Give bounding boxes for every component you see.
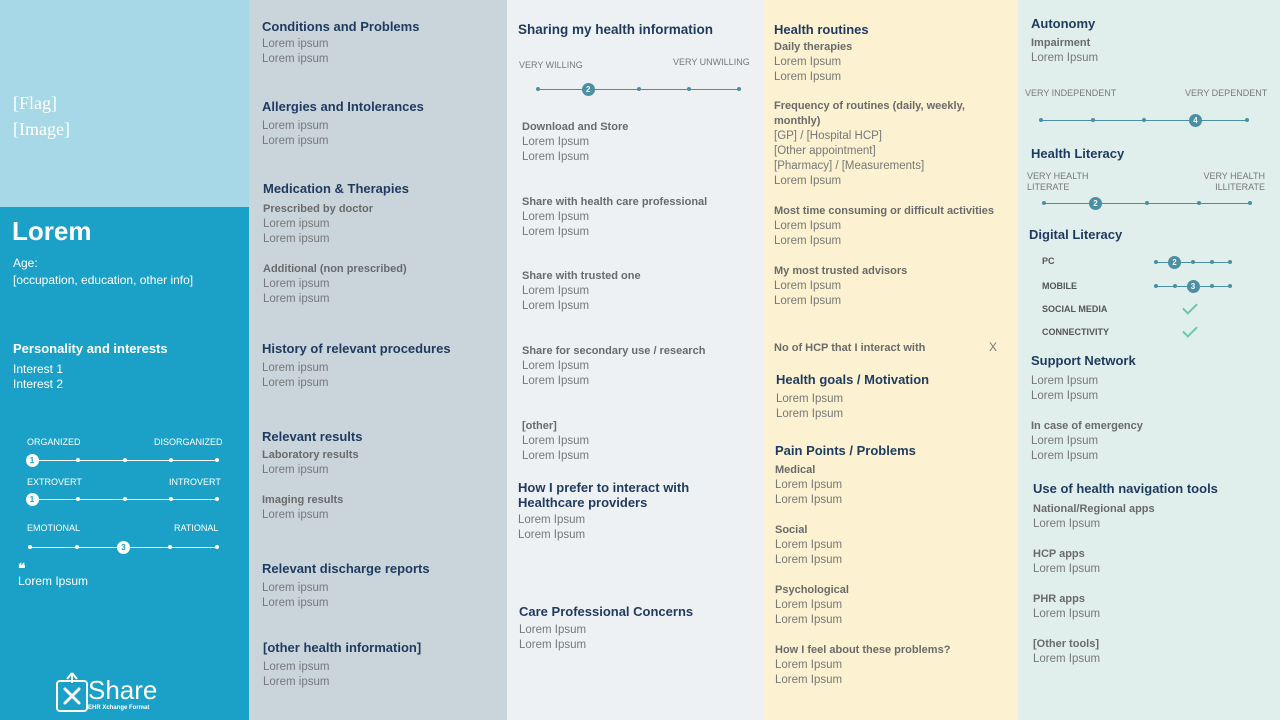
sharing-item-label: [other]: [522, 420, 557, 432]
pain-line: Lorem Ipsum: [775, 674, 843, 686]
slider-tick: [1210, 284, 1214, 288]
pain-label: Medical: [775, 464, 816, 476]
slider-tick: [215, 458, 219, 462]
section-conditions: [262, 19, 419, 67]
difficult-label: Most time consuming or difficult activities: [774, 205, 995, 217]
sharing-item-download: [522, 120, 628, 165]
interact-title-1: How I prefer to interact with: [518, 480, 690, 495]
section-line: Lorem ipsum: [263, 676, 330, 688]
tool-label: [Other tools]: [1033, 638, 1099, 650]
frequency-label: Frequency of routines (daily, weekly, monthly): [774, 100, 965, 127]
slider-tick: [1039, 118, 1043, 122]
persona-name: Lorem: [12, 216, 92, 246]
slider-tick: [1154, 260, 1158, 264]
tool-line: Lorem Ipsum: [1033, 653, 1101, 665]
section-subtitle: Laboratory results: [262, 449, 359, 461]
tools-title: Use of health navigation tools: [1033, 481, 1218, 496]
pain-label: Social: [775, 524, 808, 536]
emergency-label: In case of emergency: [1031, 420, 1143, 432]
literacy-slider[interactable]: [1044, 196, 1250, 210]
literacy-left-label: [1027, 171, 1089, 193]
image-text: [Image]: [13, 119, 70, 139]
pain-title: Pain Points / Problems: [775, 443, 916, 458]
literacy-right-line: ILLITERATE: [1215, 182, 1265, 192]
trait-slider-extrovert[interactable]: [29, 493, 217, 505]
interest-2: Interest 2: [13, 377, 64, 391]
quote-icon: ❝: [18, 560, 26, 576]
logo-text: Share: [88, 675, 158, 705]
trait-right-label: INTROVERT: [169, 477, 221, 487]
slider-tick: [1228, 284, 1232, 288]
sharing-left-label: VERY WILLING: [519, 60, 583, 70]
slider-tick: [123, 458, 127, 462]
autonomy-right-label: VERY DEPENDENT: [1185, 88, 1268, 98]
section-title: Relevant discharge reports: [262, 561, 430, 576]
digital-label-social: SOCIAL MEDIA: [1042, 304, 1108, 314]
advisors-line: Lorem Ipsum: [774, 295, 842, 307]
sharing-item-research: [522, 344, 705, 389]
hcp-count-label: No of HCP that I interact with: [774, 342, 926, 354]
slider-tick: [1210, 260, 1214, 264]
advisors-line: Lorem Ipsum: [774, 280, 842, 292]
profile-column: [0, 0, 249, 720]
sharing-item-line: Lorem Ipsum: [522, 450, 590, 462]
sharing-item-line: Lorem Ipsum: [522, 300, 590, 312]
section-line: Lorem ipsum: [262, 38, 329, 50]
slider-tick: [215, 545, 219, 549]
slider-tick: [1173, 284, 1177, 288]
autonomy-slider[interactable]: [1041, 113, 1247, 127]
literacy-left-line: LITERATE: [1027, 182, 1070, 192]
section-title: Relevant results: [262, 429, 363, 444]
impairment-line: Lorem Ipsum: [1031, 52, 1099, 64]
slider-tick: [1145, 201, 1149, 205]
digital-label-mobile: MOBILE: [1042, 281, 1077, 291]
tool-line: Lorem Ipsum: [1033, 518, 1101, 530]
slider-tick: [1142, 118, 1146, 122]
literacy-right-label: [1203, 171, 1265, 193]
literacy-right-line: VERY HEALTH: [1203, 171, 1265, 181]
section-other-health: [263, 640, 421, 690]
advisors-label: My most trusted advisors: [774, 265, 908, 277]
sharing-item-line: Lorem Ipsum: [522, 285, 590, 297]
autonomy-title: Autonomy: [1031, 16, 1096, 31]
pain-line: Lorem Ipsum: [775, 599, 843, 611]
pain-section: [775, 443, 1005, 688]
routines-section: [774, 22, 1004, 309]
section-line: Lorem ipsum: [262, 120, 329, 132]
pain-label: Psychological: [775, 584, 849, 596]
concerns-line: Lorem Ipsum: [519, 639, 587, 651]
sharing-item-line: Lorem Ipsum: [522, 226, 590, 238]
slider-tick: [169, 497, 173, 501]
section-allergies: [262, 99, 424, 149]
interest-1: Interest 1: [13, 362, 64, 376]
slider-tick: [76, 458, 80, 462]
sharing-item-line: Lorem Ipsum: [522, 211, 590, 223]
slider-tick: [1197, 201, 1201, 205]
daily-label: Daily therapies: [774, 41, 853, 53]
section-line: Lorem ipsum: [263, 661, 330, 673]
section-results: [262, 429, 362, 523]
section-medication: [263, 181, 409, 307]
emergency-line: Lorem Ipsum: [1031, 450, 1099, 462]
tool-label: PHR apps: [1033, 593, 1085, 605]
slider-tick: [1245, 118, 1249, 122]
section-title: Allergies and Intolerances: [262, 99, 424, 114]
slider-knob[interactable]: 2: [582, 83, 595, 96]
concerns-line: Lorem Ipsum: [519, 624, 587, 636]
slider-tick: [687, 87, 691, 91]
goals-line: Lorem Ipsum: [776, 408, 844, 420]
slider-knob[interactable]: 1: [26, 493, 39, 506]
section-line: Lorem ipsum: [263, 218, 330, 230]
section-line: Lorem ipsum: [262, 509, 329, 521]
share-logo-icon: [55, 671, 89, 713]
goals-line: Lorem Ipsum: [776, 393, 844, 405]
goals-title: Health goals / Motivation: [776, 372, 930, 387]
tool-label: National/Regional apps: [1033, 503, 1155, 515]
trait-left-label: EMOTIONAL: [27, 523, 81, 533]
goals-section: [776, 372, 929, 422]
section-line: Lorem ipsum: [262, 53, 329, 65]
slider-tick: [737, 87, 741, 91]
logo-subtitle: EHR Xchange Format: [88, 705, 150, 711]
interact-section: [518, 480, 689, 543]
section-subtitle: Additional (non prescribed): [263, 263, 407, 275]
literacy-title: Health Literacy: [1031, 146, 1125, 161]
section-title: Conditions and Problems: [262, 19, 420, 34]
slider-knob[interactable]: 2: [1168, 256, 1181, 269]
emergency-line: Lorem Ipsum: [1031, 435, 1099, 447]
sharing-item-label: Download and Store: [522, 121, 629, 133]
routines-column: [763, 0, 1018, 720]
frequency-line: Lorem Ipsum: [774, 175, 842, 187]
slider-knob[interactable]: 4: [1189, 114, 1202, 127]
sharing-item-label: Share with health care professional: [522, 196, 708, 208]
concerns-section: [519, 604, 693, 653]
slider-tick: [1248, 201, 1252, 205]
slider-tick: [75, 545, 79, 549]
slider-tick: [1091, 118, 1095, 122]
tool-line: Lorem Ipsum: [1033, 608, 1101, 620]
sharing-column: [507, 0, 763, 720]
slider-tick: [637, 87, 641, 91]
sharing-right-label: VERY UNWILLING: [673, 57, 750, 67]
autonomy-section: [1031, 16, 1098, 66]
autonomy-left-label: VERY INDEPENDENT: [1025, 88, 1117, 98]
section-title: History of relevant procedures: [262, 341, 451, 356]
age-label: Age:: [13, 256, 38, 270]
sharing-item-label: Share with trusted one: [522, 270, 641, 282]
section-line: Lorem ipsum: [262, 597, 329, 609]
slider-tick: [76, 497, 80, 501]
sharing-item-line: Lorem Ipsum: [522, 360, 590, 372]
slider-tick: [1228, 260, 1232, 264]
interact-line: Lorem Ipsum: [518, 529, 586, 541]
pain-line: Lorem Ipsum: [775, 659, 843, 671]
section-title: Medication & Therapies: [263, 181, 409, 196]
support-line: Lorem Ipsum: [1031, 390, 1099, 402]
difficult-line: Lorem Ipsum: [774, 220, 842, 232]
slider-knob[interactable]: 3: [117, 541, 130, 554]
daily-line: Lorem Ipsum: [774, 71, 842, 83]
pain-line: Lorem Ipsum: [775, 554, 843, 566]
pain-line: Lorem Ipsum: [775, 614, 843, 626]
slider-tick: [168, 545, 172, 549]
section-line: Lorem ipsum: [262, 582, 329, 594]
sharing-item-line: Lorem Ipsum: [522, 151, 590, 163]
pain-line: Lorem Ipsum: [775, 539, 843, 551]
personality-title: Personality and interests: [13, 341, 168, 356]
sharing-item-line: Lorem Ipsum: [522, 435, 590, 447]
section-subtitle: Prescribed by doctor: [263, 203, 374, 215]
impairment-label: Impairment: [1031, 37, 1091, 49]
slider-tick: [1154, 284, 1158, 288]
interact-line: Lorem Ipsum: [518, 514, 586, 526]
persona-info: [occupation, education, other info]: [13, 273, 194, 287]
literacy-left-line: VERY HEALTH: [1027, 171, 1089, 181]
section-discharge: [262, 561, 430, 611]
check-icon: [1182, 299, 1198, 315]
sharing-item-other: [522, 419, 589, 464]
section-subtitle: Imaging results: [262, 494, 344, 506]
difficult-line: Lorem Ipsum: [774, 235, 842, 247]
section-line: Lorem ipsum: [263, 233, 330, 245]
pain-line: Lorem Ipsum: [775, 479, 843, 491]
digital-label-pc: PC: [1042, 256, 1055, 266]
daily-line: Lorem Ipsum: [774, 56, 842, 68]
slider-knob[interactable]: 3: [1187, 280, 1200, 293]
concerns-title: Care Professional Concerns: [519, 604, 694, 619]
check-icon: [1182, 322, 1198, 338]
slider-tick: [123, 497, 127, 501]
section-line: Lorem ipsum: [262, 135, 329, 147]
quote-text: Lorem Ipsum: [18, 574, 89, 588]
digital-slider-mobile[interactable]: [1156, 280, 1230, 292]
slider-tick: [1042, 201, 1046, 205]
routines-title: Health routines: [774, 22, 869, 37]
slider-tick: [215, 497, 219, 501]
interact-title-2: Healthcare providers: [518, 495, 648, 510]
trait-right-label: RATIONAL: [174, 523, 219, 533]
sharing-item-trusted: [522, 269, 641, 314]
support-section: [1031, 353, 1143, 464]
section-line: Lorem ipsum: [263, 278, 330, 290]
hcp-count-value: X: [989, 340, 998, 354]
sharing-item-hcp: [522, 195, 707, 240]
trait-slider-emotional[interactable]: [30, 541, 217, 553]
support-title: Support Network: [1031, 353, 1136, 368]
pain-line: Lorem Ipsum: [775, 494, 843, 506]
slider-tick: [1191, 260, 1195, 264]
sharing-slider[interactable]: [538, 82, 739, 96]
sharing-item-line: Lorem Ipsum: [522, 375, 590, 387]
digital-slider-pc[interactable]: [1156, 256, 1230, 268]
pain-label: How I feel about these problems?: [775, 644, 951, 656]
digital-label-connectivity: CONNECTIVITY: [1042, 327, 1110, 337]
sharing-item-line: Lorem Ipsum: [522, 136, 590, 148]
slider-tick: [28, 545, 32, 549]
sharing-title: Sharing my health information: [518, 22, 714, 37]
section-line: Lorem ipsum: [262, 377, 329, 389]
tools-section: [1033, 481, 1218, 667]
section-procedures: [262, 341, 451, 391]
trait-left-label: ORGANIZED: [27, 437, 81, 447]
health-info-column: [249, 0, 507, 720]
autonomy-column: [1018, 0, 1280, 720]
section-line: Lorem ipsum: [262, 464, 329, 476]
flag-text: [Flag]: [13, 93, 57, 113]
trait-right-label: DISORGANIZED: [154, 437, 223, 447]
trait-left-label: EXTROVERT: [27, 477, 82, 487]
tool-label: HCP apps: [1033, 548, 1085, 560]
tool-line: Lorem Ipsum: [1033, 563, 1101, 575]
slider-tick: [169, 458, 173, 462]
slider-knob[interactable]: 1: [26, 454, 39, 467]
section-line: Lorem ipsum: [263, 293, 330, 305]
frequency-line: [GP] / [Hospital HCP]: [774, 130, 883, 142]
section-line: Lorem ipsum: [262, 362, 329, 374]
slider-tick: [536, 87, 540, 91]
frequency-line: [Pharmacy] / [Measurements]: [774, 160, 925, 172]
xshare-logo: [55, 671, 175, 715]
section-title: [other health information]: [263, 640, 422, 655]
trait-slider-organized[interactable]: [29, 454, 217, 466]
digital-title: Digital Literacy: [1029, 227, 1123, 242]
frequency-line: [Other appointment]: [774, 145, 876, 157]
sharing-item-label: Share for secondary use / research: [522, 345, 706, 357]
slider-knob[interactable]: 2: [1089, 197, 1102, 210]
flag-image-placeholder: [0, 0, 249, 207]
support-line: Lorem Ipsum: [1031, 375, 1099, 387]
